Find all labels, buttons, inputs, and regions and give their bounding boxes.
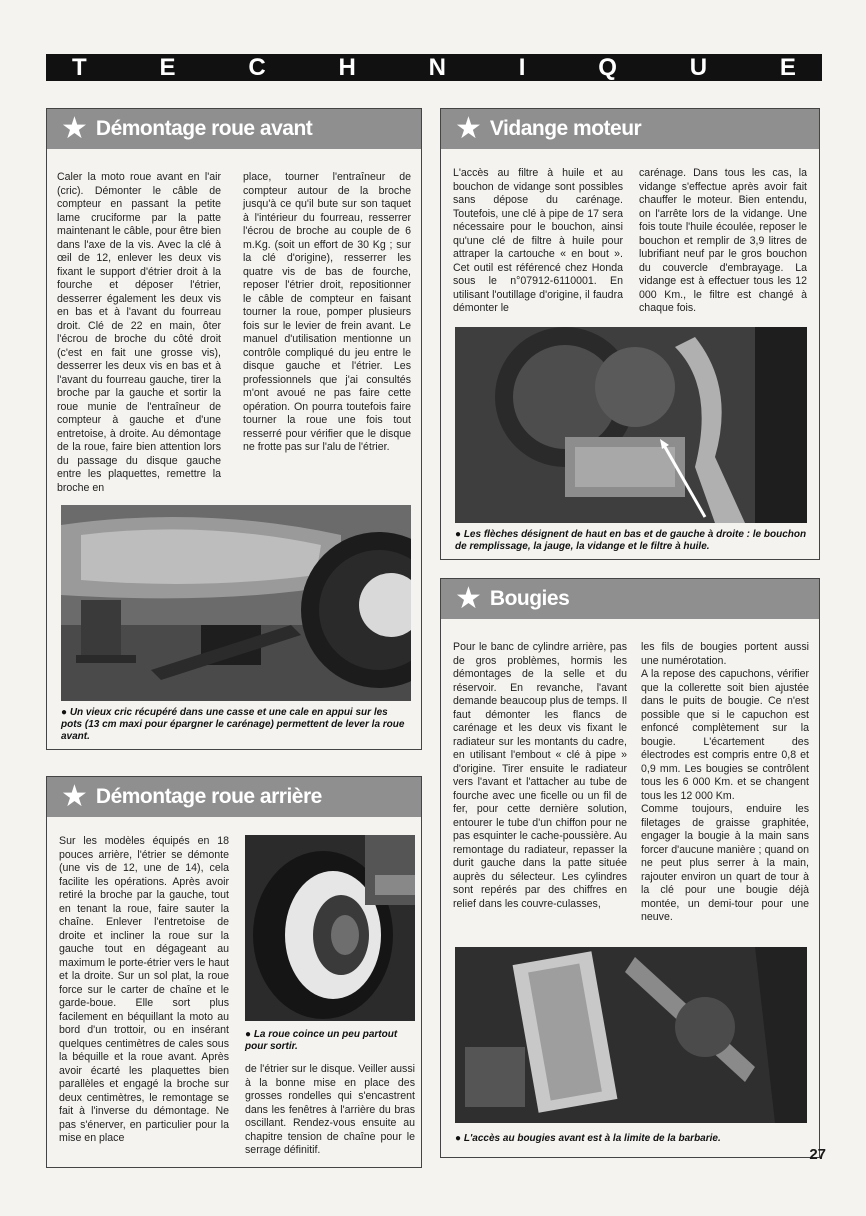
header-letter: U [689,54,708,81]
article-text-col1: L'accès au filtre à huile et au bouchon de vidange sont possibles sans dépose du carénage. Toutefois, une clé à pipe de 17 sera nécessaire pour le bouchon, ainsi qu'une clé de filtre à huile pour attraper la cartouche « en bout ». Cet outil est référencé chez Honda sous le n°07912-6110001. En utilisant l'outillage d'origine, il faudra démonter le [453,167,623,314]
header-letter: H [338,54,356,81]
photo-caption: ● Les flèches désignent de haut en bas et de gauche à droite : le bouchon de remplissage, la jauge, la vidange et le filtre à huile. [455,529,807,552]
photo-front-wheel-jack [61,505,411,701]
photo-rear-wheel [245,835,415,1021]
article-title: Bougies [489,587,570,610]
article-roue-arriere [46,776,422,1168]
star-icon: ★ [455,112,482,145]
article-text-col1: Caler la moto roue avant en l'air (cric). Démonter le câble de compteur en passant la petite lame cruciforme par la patte maintenant le câble, pour être bien dans l'axe de la vis. Avec la clé à œil de 12, enlever les deux vis fixant le support d'étrier droit à la fourche et déposer l'étrier, desserrer également les deux vis en bas et à l'avant du fourreau droit. Clé de 22 en main, ôter l'écrou de broche du côté droit (c'est en fait une grosse vis), desserrer les deux vis en bas et à l'avant du fourreau gauche, tirer la broche par la gauche et sortir la roue munie de l'entraîneur de compteur à gauche et d'une entretoise, à droite. Au démontage de la roue, faire bien attention lors du passage du disque gauche entre les plaquettes, remettre la broche en [57,171,221,494]
photo-caption: ● L'accès au bougies avant est à la limite de la barbarie. [455,1133,721,1144]
article-title: Démontage roue arrière [95,785,322,808]
header-letter: I [518,54,526,81]
article-bougies [440,578,820,1158]
header-letter: T [72,54,87,81]
article-text-col2: carénage. Dans tous les cas, la vidange s'effectue après avoir fait chauffer le moteur. Bien entendu, on l'arrête lors de la vidange. Une fois toute l'huile écoulée, reposer le bouchon et remplir de 3,9 litres de lubrifiant neuf par le gros bouchon du couvercle d'embrayage. La vidange est à effectuer tous les 12 000 Km., le filtre est changé à chaque fois. [639,167,807,314]
star-icon: ★ [61,780,88,813]
header-letter: N [428,54,446,81]
article-text-col1: Pour le banc de cylindre arrière, pas de gros problèmes, hormis les démontages de la selle et du réservoir. En revanche, l'avant demande beaucoup plus de temps. Il faut démonter les flancs de carénage et les deux vis fixant le radiateur sur les montants du cadre, en utilisant l'embout « clé à pipe » d'origine. Tirer ensuite le radiateur vers l'avant et l'attacher au tube de fourche avec une ficelle ou un fil de fer, pour cette dernière solution, entourer le tube d'un chiffon pour ne pas esquinter le cache-poussière. Au remontage du radiateur, repasser la durit gauche dans la patte située auprès du sélecteur. Les cylindres sont repérés par des chiffres en relief dans les couvre-culasses, [453,641,627,910]
article-title-bar [47,777,421,817]
header-letter: C [248,54,266,81]
star-icon: ★ [61,112,88,145]
article-text-col2: place, tourner l'entraîneur de compteur autour de la broche jusqu'à ce qu'il bute sur son taquet à l'intérieur du fourreau, resserrer l'écrou de broche au couple de 6 m.Kg. (soit un effort de 30 Kg ; sur la clé d'origine), resserrer les quatre vis de bas de fourche, reposer l'étrier droit, repositionner le câble de compteur en faisant tourner la roue, pomper plusieurs fois sur le levier de frein avant. Le manuel d'utilisation mentionne un contrôle compliqué du jeu entre le disque gauche et l'étrier. Les professionnels que j'ai consultés m'ont avoué ne pas faire cette opération. On pourra toutefois faire tourner la roue une fois tout resserré pour vérifier que le disque ne frotte pas sur l'alu de l'étrier. [243,171,411,453]
photo-spark-plugs [455,947,807,1123]
article-text-col1: Sur les modèles équipés en 18 pouces arrière, l'étrier se démonte (une vis de 12, une de 14), cela facilite les opérations. Après avoir retiré la broche par la gauche, tout en tenant la roue, faire sauter la chaîne. Enlever l'entretoise de droite et incliner la roue sur la gauche tout en dégageant au maximum le porte-étrier vers le haut et la droite. Sur un sol plat, la roue force sur le carter de chaîne et le garde-boue. Elle sort plus facilement en béquillant la moto au bord d'un trottoir, ou en insérant quelques centimètres de cales sous la béquille et la roue avant. Après avoir écarté les plaquettes bien parallèles et engagé la broche sur deux centimètres, le remontage se fait à l'inverse du démontage. Ne pas s'énerver, en particulier pour la mise en place [59,835,229,1144]
star-icon: ★ [455,582,482,615]
article-title-bar [441,109,819,149]
article-title: Démontage roue avant [95,117,313,140]
article-text-col2: de l'étrier sur le disque. Veiller aussi à la bonne mise en place des grosses rondelles qui s'encastrent dans les fenêtres à l'arrière du bras oscillant. Rendez-vous ensuite au chapitre tension de chaîne pour le serrage définitif. [245,1063,415,1156]
article-title: Vidange moteur [489,117,642,140]
section-header-technique [46,54,822,81]
header-letter: Q [598,54,617,81]
article-roue-avant [46,108,422,750]
article-text-col2: les fils de bougies portent aussi une numérotation. A la repose des capuchons, vérifier que la collerette soit bien ajustée dans le puits de bougie. Ce n'est possible que si le capuchon est enfoncé complètement sur la bougie. L'écartement des électrodes est compris entre 0,8 et 0,9 mm. Les bougies se contrôlent tous les 6 000 Km. et se changent tous les 12 000 Km. Comme toujours, enduire les filetages de graisse graphitée, engager la bougie à la main sans forcer d'aucune manière ; quand on ne peut plus serrer à la main, rajouter environ un quart de tour à la clé pour une bougie déjà montée, un demi-tour pour une neuve. [641,641,809,923]
photo-caption: ● Un vieux cric récupéré dans une casse et une cale en appui sur les pots (13 cm maxi pour épargner le carénage) permettent de lever la roue avant. [61,707,405,742]
photo-caption: ● La roue coince un peu partout pour sortir. [245,1029,398,1052]
article-title-bar [47,109,421,149]
article-vidange-moteur [440,108,820,560]
article-title-bar [441,579,819,619]
header-letter: E [779,54,796,81]
page-number: 27 [809,1146,826,1163]
header-letter: E [159,54,176,81]
photo-engine-oil [455,327,807,523]
